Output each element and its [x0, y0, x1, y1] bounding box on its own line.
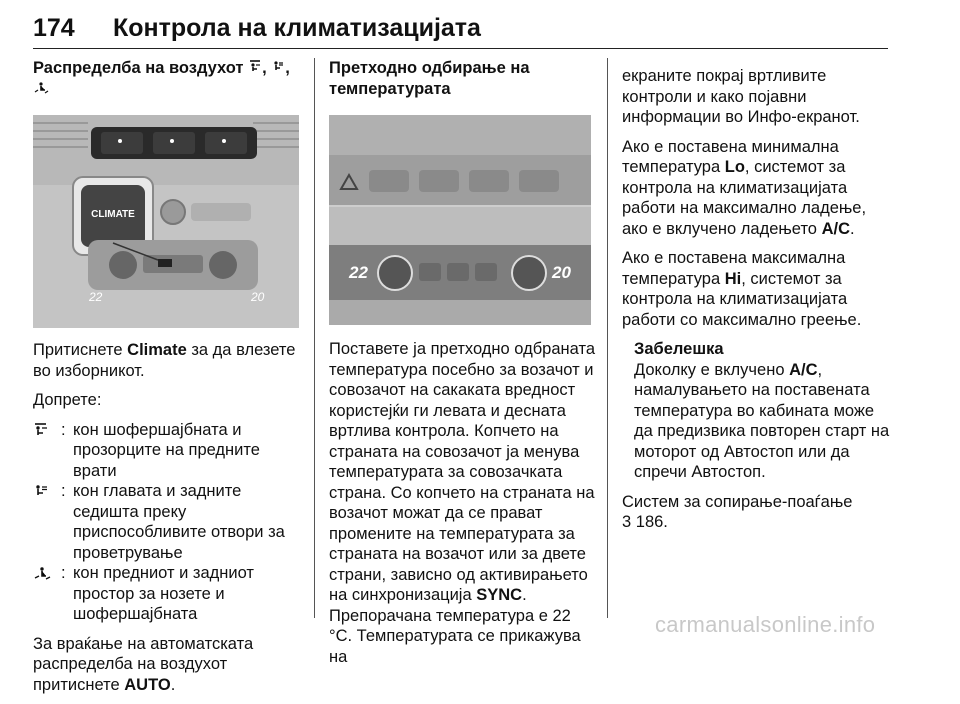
auto-distribution-text: За враќање на автоматската распределба на воздухот притиснете AUTO.	[33, 634, 254, 694]
airflow-head-icon	[33, 484, 49, 499]
section-heading-air-distribution: Распределба на воздухот , ,	[33, 58, 301, 99]
airflow-definitions	[33, 420, 301, 625]
column-1	[33, 58, 301, 704]
column-2	[329, 58, 597, 676]
definition-text: кон главата и задните седишта преку приспособливите отвори за проветрување	[73, 482, 285, 562]
definition-row: : кон главата и задните седишта преку приспособливите отвори за проветрување	[33, 481, 301, 563]
display-info-text: екраните покрај вртливите контроли и како појавни информации во Инфо-екранот.	[622, 67, 860, 126]
note-title: Забелешка	[634, 340, 724, 358]
min-temperature-text: Ако е поставена минимална температура Lo, системот за контрола на климатизацијата работи на максимално ладење, ако е вклучено ладењето A/C.	[622, 137, 867, 238]
airflow-feet-icon	[33, 566, 51, 581]
allow-label: Допрете:	[33, 391, 102, 409]
stop-start-text: Систем за сопирање-поаѓање	[622, 492, 853, 511]
reference-arrow-icon: 3	[622, 513, 632, 531]
column-3	[622, 66, 890, 533]
page-title: Контрола на климатизацијата	[113, 14, 481, 42]
airflow-windshield-head-icon	[33, 423, 49, 438]
page-number: 174	[33, 14, 75, 42]
page-header	[33, 14, 888, 49]
watermark: carmanualsonline.info	[655, 612, 876, 637]
section-heading-temperature: Претходно одбирање на температурата	[329, 59, 530, 98]
airflow-feet-icon	[33, 81, 49, 95]
note-box	[622, 339, 890, 483]
max-temperature-text: Ако е поставена максимална температура Hi, системот за контрола на климатизацијата работи со максимално греење.	[622, 249, 862, 329]
page-reference[interactable]	[622, 512, 890, 533]
image-temp-right: 20	[251, 290, 265, 304]
column-divider	[607, 58, 608, 618]
column-divider	[314, 58, 315, 618]
airflow-windshield-head-icon	[248, 60, 262, 74]
definition-text: кон шофершајбната и прозорците на предните врати	[73, 420, 260, 480]
recommended-temperature-text: Препорачана температура е 22 °C. Температурата се прикажува на	[329, 606, 581, 666]
airflow-head-icon	[271, 60, 285, 74]
climate-control-photo	[33, 115, 299, 328]
definition-row: : кон предниот и задниот простор за нозете и шофершајбната	[33, 563, 301, 625]
press-climate-text: Притиснете Climate за да влезете во изборникот.	[33, 341, 296, 380]
image-temp-right: 20	[552, 263, 571, 282]
image-temp-left: 22	[89, 290, 103, 304]
image-temp-left: 22	[349, 263, 368, 282]
note-text: Доколку е вклучено A/C, намалувањето на поставената температура во кабината може да предизвика повторен старт на моторот од Автостоп или да спречи Автостоп.	[634, 360, 890, 481]
definition-text: кон предниот и задниот простор за нозете и шофершајбната	[73, 564, 254, 623]
reference-page[interactable]: 186.	[635, 513, 668, 531]
definition-row: : кон шофершајбната и прозорците на предните врати	[33, 420, 301, 482]
temperature-preset-text: Поставете ја претходно одбраната температура посебно за возачот и совозачот на сакаката вредност користејќи ги левата и десната вртлива контрола. Копчето на страната на совозачот ја менува температурата за совозачката страна. Со копчето на страната на возачот можат да се прават промените на температурата за страната на возачот или за двете страни, зависно од активирањето на синхронизација SYNC.	[329, 340, 595, 604]
temperature-control-photo	[329, 115, 591, 325]
climate-button-label: CLIMATE	[91, 209, 135, 220]
